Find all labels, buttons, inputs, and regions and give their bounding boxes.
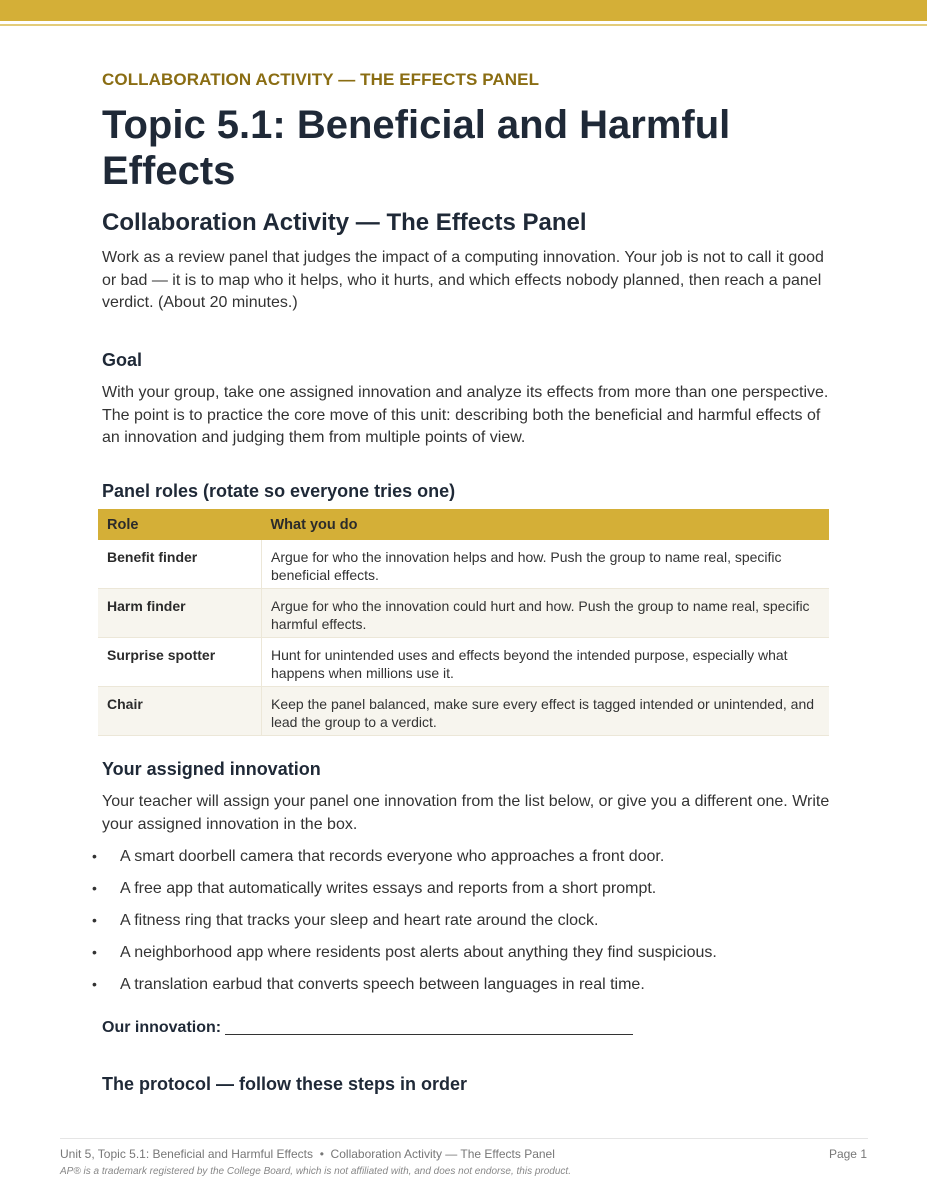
role-task: Argue for who the innovation helps and how. Push the group to name real, specific beneficial effects.	[262, 540, 830, 589]
list-item	[92, 908, 852, 940]
list-item	[92, 940, 852, 972]
role-name: Benefit finder	[98, 540, 262, 589]
bullet-icon: •	[92, 880, 97, 896]
bullet-icon: •	[92, 976, 97, 992]
role-name: Harm finder	[98, 589, 262, 638]
roles-table	[98, 509, 829, 736]
top-accent-bar	[0, 0, 927, 21]
role-name: Chair	[98, 687, 262, 736]
table-row	[98, 687, 829, 736]
list-item-text: A free app that automatically writes essays and reports from a short prompt.	[120, 880, 657, 897]
column-header-role: Role	[98, 509, 262, 540]
role-task: Argue for who the innovation could hurt and how. Push the group to name real, specific harmful effects.	[262, 589, 830, 638]
intro-paragraph: Work as a review panel that judges the impact of a computing innovation. Your job is not to call it good or bad — it is to map who it helps, who it hurts, and which effects nobody planned, then reach a panel verdict. (About 20 minutes.)	[102, 249, 824, 311]
protocol-heading: The protocol — follow these steps in order	[102, 1074, 468, 1094]
top-accent-line	[0, 24, 927, 26]
innovation-heading: Your assigned innovation	[102, 759, 321, 779]
role-name: Surprise spotter	[98, 638, 262, 687]
bullet-icon: •	[92, 912, 97, 928]
our-innovation-label: Our innovation:	[102, 1019, 222, 1036]
list-item	[92, 844, 852, 876]
page-title: Topic 5.1: Beneficial and Harmful Effects	[102, 103, 731, 193]
table-row	[98, 589, 829, 638]
section-title: Collaboration Activity — The Effects Panel	[102, 209, 587, 236]
footer-divider	[60, 1138, 868, 1139]
goal-heading: Goal	[102, 350, 143, 370]
role-task: Keep the panel balanced, make sure every effect is tagged intended or unintended, and lead the group to a verdict.	[262, 687, 830, 736]
kicker: COLLABORATION ACTIVITY — THE EFFECTS PANEL	[102, 70, 540, 89]
footer-text: Unit 5, Topic 5.1: Beneficial and Harmful Effects • Collaboration Activity — The Effects Panel	[60, 1147, 555, 1161]
bullet-icon: •	[92, 944, 97, 960]
innovation-list	[92, 844, 852, 1004]
list-item-text: A fitness ring that tracks your sleep and heart rate around the clock.	[120, 912, 599, 929]
our-innovation-blank[interactable]	[225, 1018, 633, 1035]
column-header-task: What you do	[262, 509, 830, 540]
footer-disclaimer: AP® is a trademark registered by the College Board, which is not affiliated with, and does not endorse, this product.	[60, 1166, 571, 1177]
goal-paragraph: With your group, take one assigned innovation and analyze its effects from more than one perspective. The point is to practice the core move of this unit: describing both the beneficial and harmful effects of an innovation and judging them from multiple points of view.	[102, 384, 829, 446]
list-item	[92, 972, 852, 1004]
innovation-paragraph: Your teacher will assign your panel one innovation from the list below, or give you a different one. Write your assigned innovation in the box.	[102, 793, 830, 833]
role-task: Hunt for unintended uses and effects beyond the intended purpose, especially what happens when millions use it.	[262, 638, 830, 687]
roles-table-header	[98, 509, 829, 540]
table-row	[98, 540, 829, 589]
list-item-text: A translation earbud that converts speech between languages in real time.	[120, 976, 645, 993]
list-item-text: A smart doorbell camera that records everyone who approaches a front door.	[120, 848, 665, 865]
bullet-icon: •	[92, 848, 97, 864]
table-row	[98, 638, 829, 687]
roles-heading: Panel roles (rotate so everyone tries one)	[102, 481, 456, 501]
our-innovation-line	[102, 1018, 633, 1037]
list-item	[92, 876, 852, 908]
page-number: Page 1	[828, 1147, 867, 1161]
list-item-text: A neighborhood app where residents post alerts about anything they find suspicious.	[120, 944, 717, 961]
